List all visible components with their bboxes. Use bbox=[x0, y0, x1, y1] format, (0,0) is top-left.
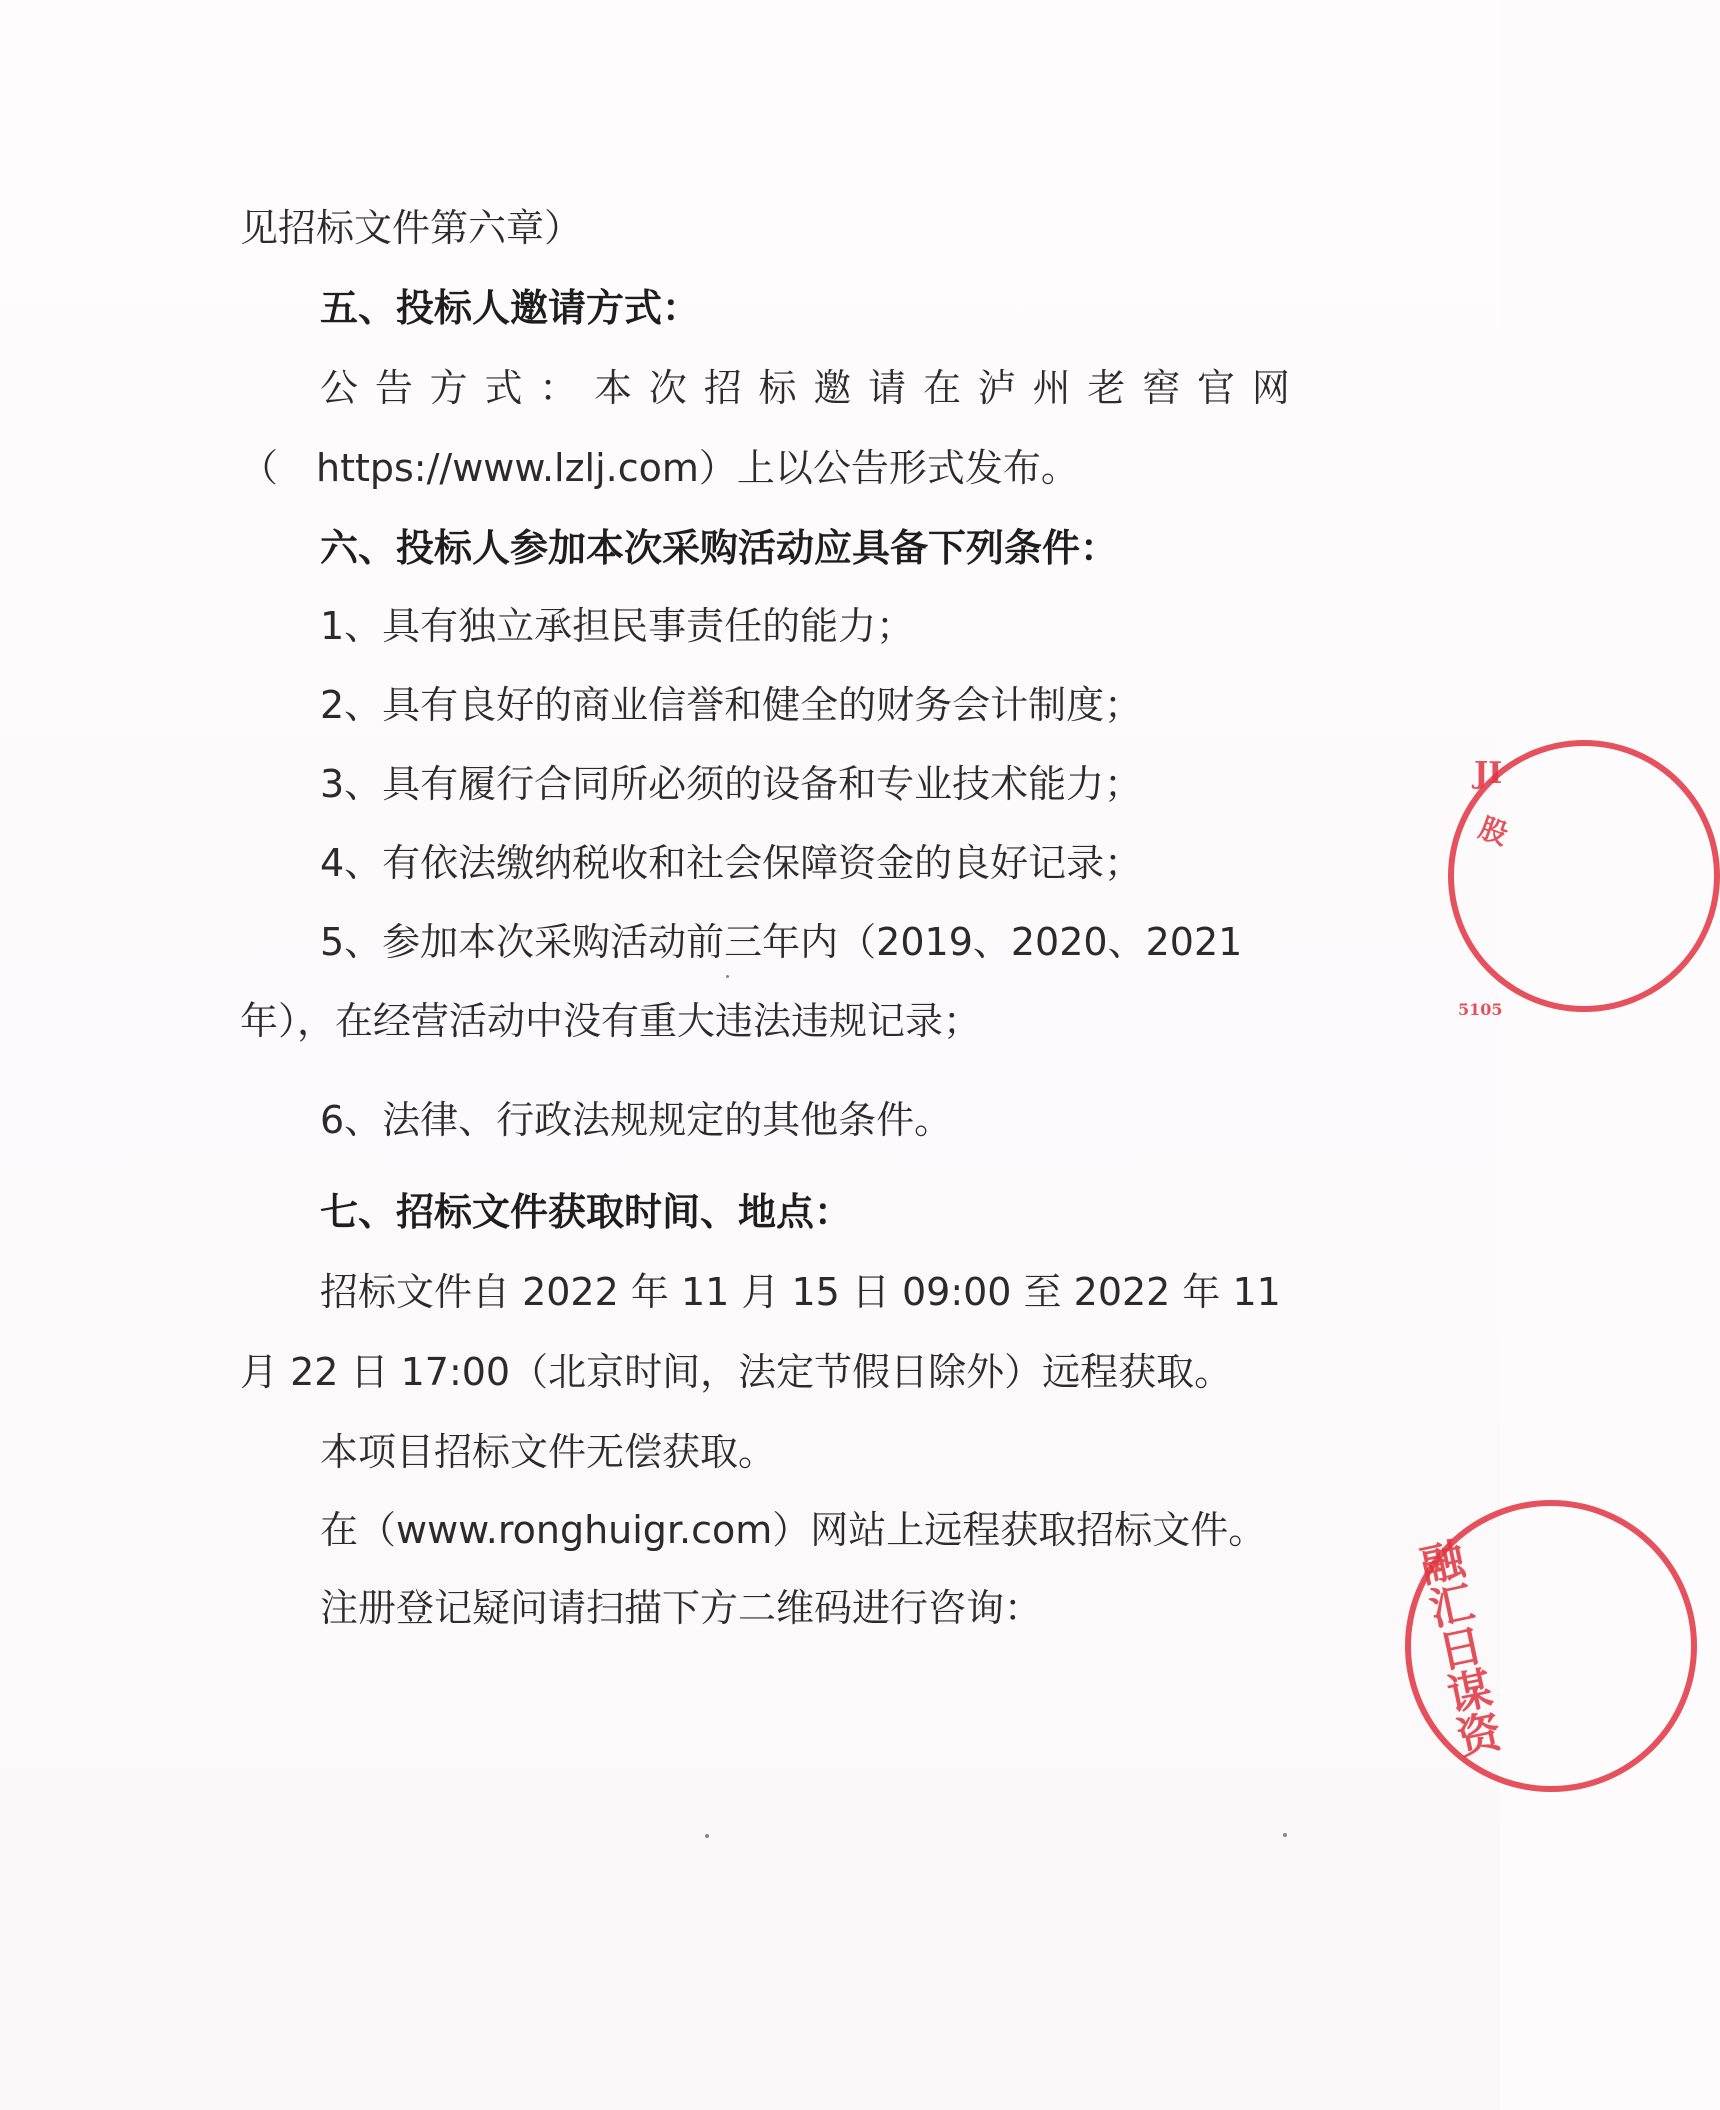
justified-char: 式 bbox=[484, 366, 523, 410]
text-line-website: （ https://www.lzlj.com）上以公告形式发布。 bbox=[240, 446, 1079, 490]
text-line-announcement-method bbox=[320, 364, 1290, 412]
justified-char: 在 bbox=[922, 366, 961, 410]
justified-char: 网 bbox=[1251, 366, 1290, 410]
condition-item-4: 4、有依法缴纳税收和社会保障资金的良好记录； bbox=[320, 841, 1143, 885]
condition-item-5: 5、参加本次采购活动前三年内（2019、2020、2021 bbox=[320, 920, 1243, 964]
condition-item-3: 3、具有履行合同所必须的设备和专业技术能力； bbox=[320, 762, 1143, 806]
text-line-time-1: 招标文件自 2022 年 11 月 15 日 09:00 至 2022 年 11 bbox=[320, 1270, 1281, 1314]
justified-char: ： bbox=[539, 366, 578, 410]
condition-item-6: 6、法律、行政法规规定的其他条件。 bbox=[320, 1098, 953, 1142]
section-heading-6: 六、投标人参加本次采购活动应具备下列条件： bbox=[320, 526, 1119, 570]
text-line-time-2: 月 22 日 17:00（北京时间，法定节假日除外）远程获取。 bbox=[240, 1350, 1233, 1394]
justified-char: 邀 bbox=[813, 366, 852, 410]
justified-char: 次 bbox=[648, 366, 687, 410]
section-heading-5: 五、投标人邀请方式： bbox=[320, 286, 701, 330]
text-line-chapter-ref: 见招标文件第六章） bbox=[240, 206, 583, 250]
scan-speck bbox=[705, 1834, 709, 1838]
justified-char: 老 bbox=[1087, 366, 1126, 410]
justified-char: 标 bbox=[758, 366, 797, 410]
text-line-download-site: 在（www.ronghuigr.com）网站上远程获取招标文件。 bbox=[320, 1508, 1267, 1552]
justified-char: 告 bbox=[374, 366, 413, 410]
text-line-free: 本项目招标文件无偿获取。 bbox=[320, 1430, 777, 1474]
justified-char: 窖 bbox=[1142, 366, 1181, 410]
condition-item-1: 1、具有独立承担民事责任的能力； bbox=[320, 604, 915, 648]
condition-item-2: 2、具有良好的商业信誉和健全的财务会计制度； bbox=[320, 683, 1143, 727]
justified-char: 泸 bbox=[977, 366, 1016, 410]
company-seal-top: JI 股 5105 bbox=[1430, 720, 1500, 1040]
justified-char: 请 bbox=[868, 366, 907, 410]
justified-char: 公 bbox=[320, 366, 359, 410]
justified-char: 本 bbox=[594, 366, 633, 410]
justified-char: 官 bbox=[1197, 366, 1236, 410]
scan-speck bbox=[1283, 1833, 1287, 1837]
text-line-qr-consult: 注册登记疑问请扫描下方二维码进行咨询： bbox=[320, 1586, 1043, 1630]
section-heading-7: 七、招标文件获取时间、地点： bbox=[320, 1190, 853, 1234]
scan-speck bbox=[726, 975, 729, 978]
company-seal-bottom: 融汇日谋资 bbox=[1395, 1490, 1500, 1790]
justified-char: 招 bbox=[703, 366, 742, 410]
condition-item-5-continued: 年），在经营活动中没有重大违法违规记录； bbox=[240, 999, 982, 1043]
justified-char: 方 bbox=[429, 366, 468, 410]
justified-char: 州 bbox=[1032, 366, 1071, 410]
